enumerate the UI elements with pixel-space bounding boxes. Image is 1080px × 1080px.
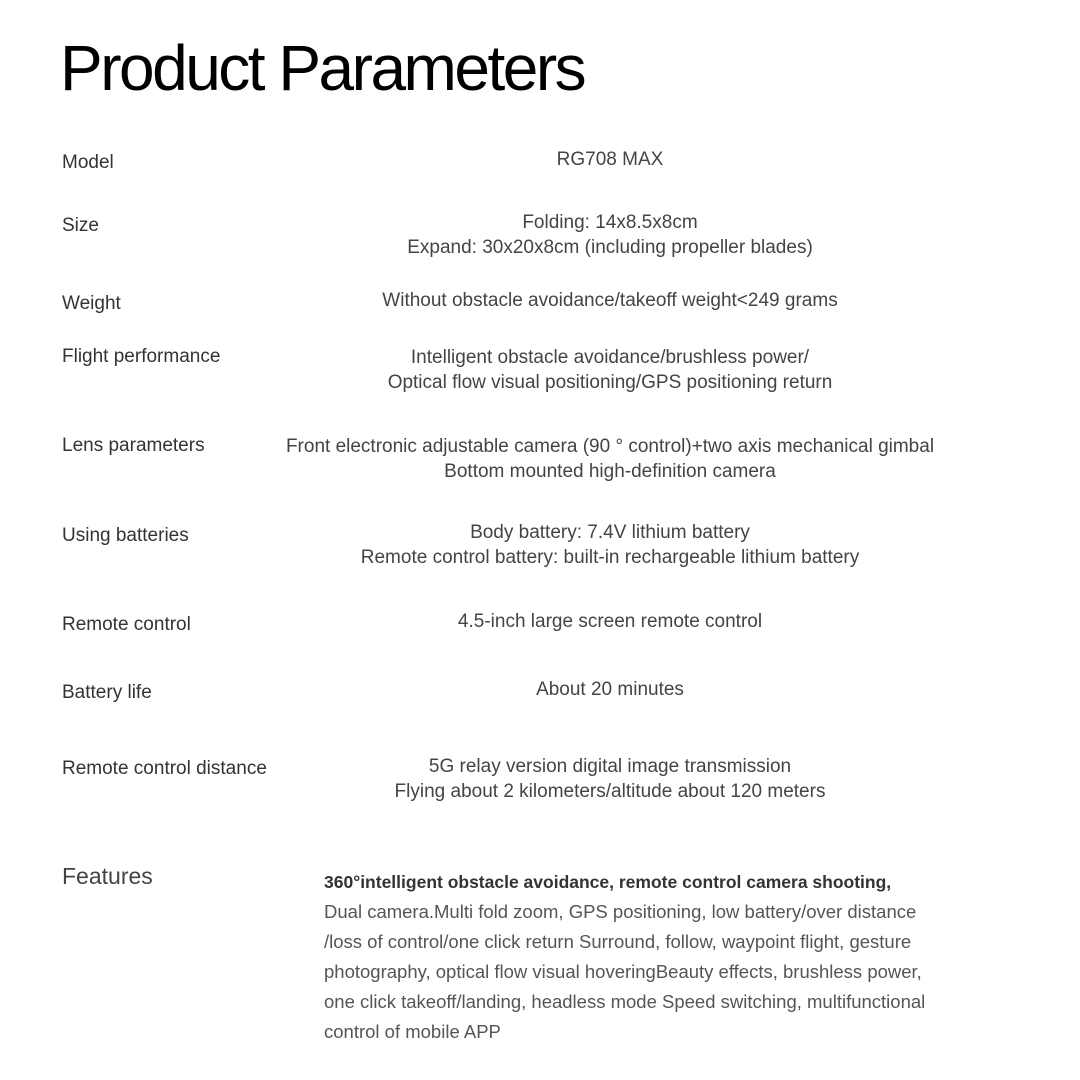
param-label-remote-control-distance: Remote control distance — [62, 758, 267, 779]
features-line: Dual camera.Multi fold zoom, GPS positioning, low battery/over distance — [324, 901, 917, 922]
param-value-line: Bottom mounted high-definition camera — [444, 461, 776, 482]
param-value-lens-parameters — [240, 434, 980, 484]
param-value-battery-life — [240, 677, 980, 702]
param-label-model: Model — [62, 152, 114, 173]
param-value-line: Optical flow visual positioning/GPS positioning return — [387, 372, 833, 393]
param-label-size: Size — [62, 215, 99, 236]
param-value-line: 5G relay version digital image transmission — [428, 756, 792, 777]
param-value-flight-performance — [240, 345, 980, 395]
param-label-flight-performance: Flight performance — [62, 346, 221, 367]
param-label-lens-parameters: Lens parameters — [62, 435, 205, 456]
features-label: Features — [62, 863, 153, 889]
param-value-line: Without obstacle avoidance/takeoff weight<249 grams — [382, 290, 838, 311]
param-value-using-batteries — [240, 520, 980, 570]
features-line: control of mobile APP — [324, 1021, 501, 1042]
features-body — [324, 867, 1024, 1047]
page-title: Product Parameters — [60, 32, 585, 104]
param-value-line: 4.5-inch large screen remote control — [457, 611, 763, 632]
param-value-remote-control-distance — [240, 754, 980, 804]
features-line: photography, optical flow visual hoveringBeauty effects, brushless power, — [324, 961, 922, 982]
param-value-line: Body battery: 7.4V lithium battery — [470, 522, 750, 543]
param-value-line: Flying about 2 kilometers/altitude about 120 meters — [394, 781, 826, 802]
param-label-battery-life: Battery life — [62, 682, 152, 703]
param-value-line: Expand: 30x20x8cm (including propeller blades) — [407, 237, 813, 258]
param-value-line: Front electronic adjustable camera (90 ° control)+two axis mechanical gimbal — [285, 436, 935, 457]
param-value-line: About 20 minutes — [536, 679, 684, 700]
param-value-model — [240, 147, 980, 172]
param-value-remote-control — [240, 609, 980, 634]
param-value-line: Intelligent obstacle avoidance/brushless power/ — [410, 347, 810, 368]
param-value-weight — [240, 288, 980, 313]
features-line: one click takeoff/landing, headless mode Speed switching, multifunctional — [324, 991, 926, 1012]
param-value-line: Folding: 14x8.5x8cm — [522, 212, 698, 233]
param-value-size — [240, 210, 980, 260]
param-label-using-batteries: Using batteries — [62, 525, 189, 546]
param-label-weight: Weight — [62, 293, 121, 314]
features-line: /loss of control/one click return Surround, follow, waypoint flight, gesture — [324, 931, 912, 952]
features-headline: 360°intelligent obstacle avoidance, remote control camera shooting, — [324, 872, 892, 892]
param-value-line: RG708 MAX — [556, 149, 664, 170]
param-label-remote-control: Remote control — [62, 614, 191, 635]
param-value-line: Remote control battery: built-in rechargeable lithium battery — [360, 547, 860, 568]
